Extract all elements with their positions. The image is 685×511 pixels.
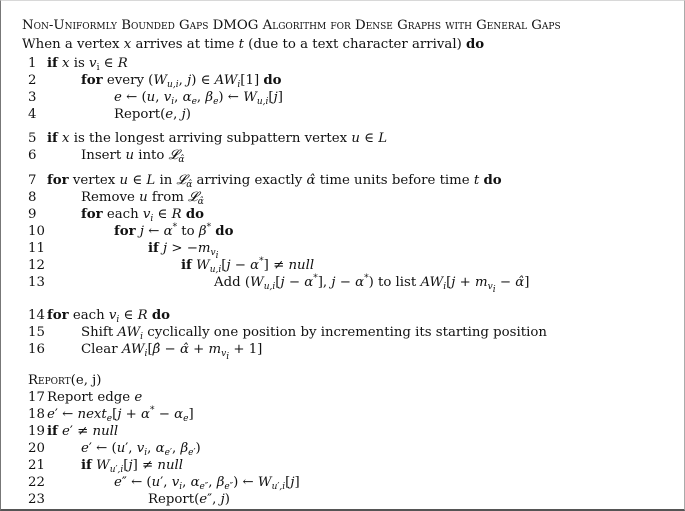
report-procedure-header: Report(e, j) (28, 373, 102, 388)
algorithm-title: Non-Uniformly Bounded Gaps DMOG Algorithm for Dense Graphs with General Gaps (22, 18, 561, 33)
algorithm-box: Non-Uniformly Bounded Gaps DMOG Algorithm for Dense Graphs with General Gaps When a vertex x arrives at time t (due to a text character arrival) do 1 if x is $v_i$ ∈ R 2 for every ($W_{u,i}$, j) ∈ $AW_i[1]$ do 3 e ← (u, $v_i$, $\alpha_e$, $\beta_e$) ← $W_{u,i}[j]$ 4 Report(e, j) 5 if x is the longest arriving subpattern vertex u ∈ L 6 Insert u into 𝓛$_{\alphâ}$ 7 for vertex u ∈ L in 𝓛$_{\alphâ}$ arriving exactly α̂ time units before time t do 8 Remove u from 𝓛$_{\alphâ}$ 9 for each $v_i$ ∈ R do 10 for j ← α* to β* do 11 if $j > -m_{v_i}$ 12 if $W_{u,i}[j - \alpha^*]$ ≠ null 13 Add ($W_{u,i}[j - \alpha^*]$, j − α*) to list $AW_i[j + m_{v_i}$ − α̂] 14 for each $v_i$ ∈ R do 15 Shift $AW_i$ cyclically one position by incrementing its starting position 16 Clear $AW_i[\betâ$ − α̂ + $m_{v_i} + 1$] Report(e, j) 17 Report edge e 18 e′ ← next$_e$[j + $\alpha^* - \alpha_e$] 19 if e′ ≠ null 20 e′ ← (u′, $v_i$, $\alpha_{e'}$, $\beta_{e'}$) 21 if $W_{u',i}[j]$ ≠ null 22 e″ ← (u′, $v_i$, $\alpha_{e''}$, $\beta_{e''}$) ← $W_{u',i}[j]$ 23 Report(e″, j) (0, 0, 685, 511)
algorithm-intro: When a vertex x arrives at time t (due to a text character arrival) do (22, 37, 485, 52)
